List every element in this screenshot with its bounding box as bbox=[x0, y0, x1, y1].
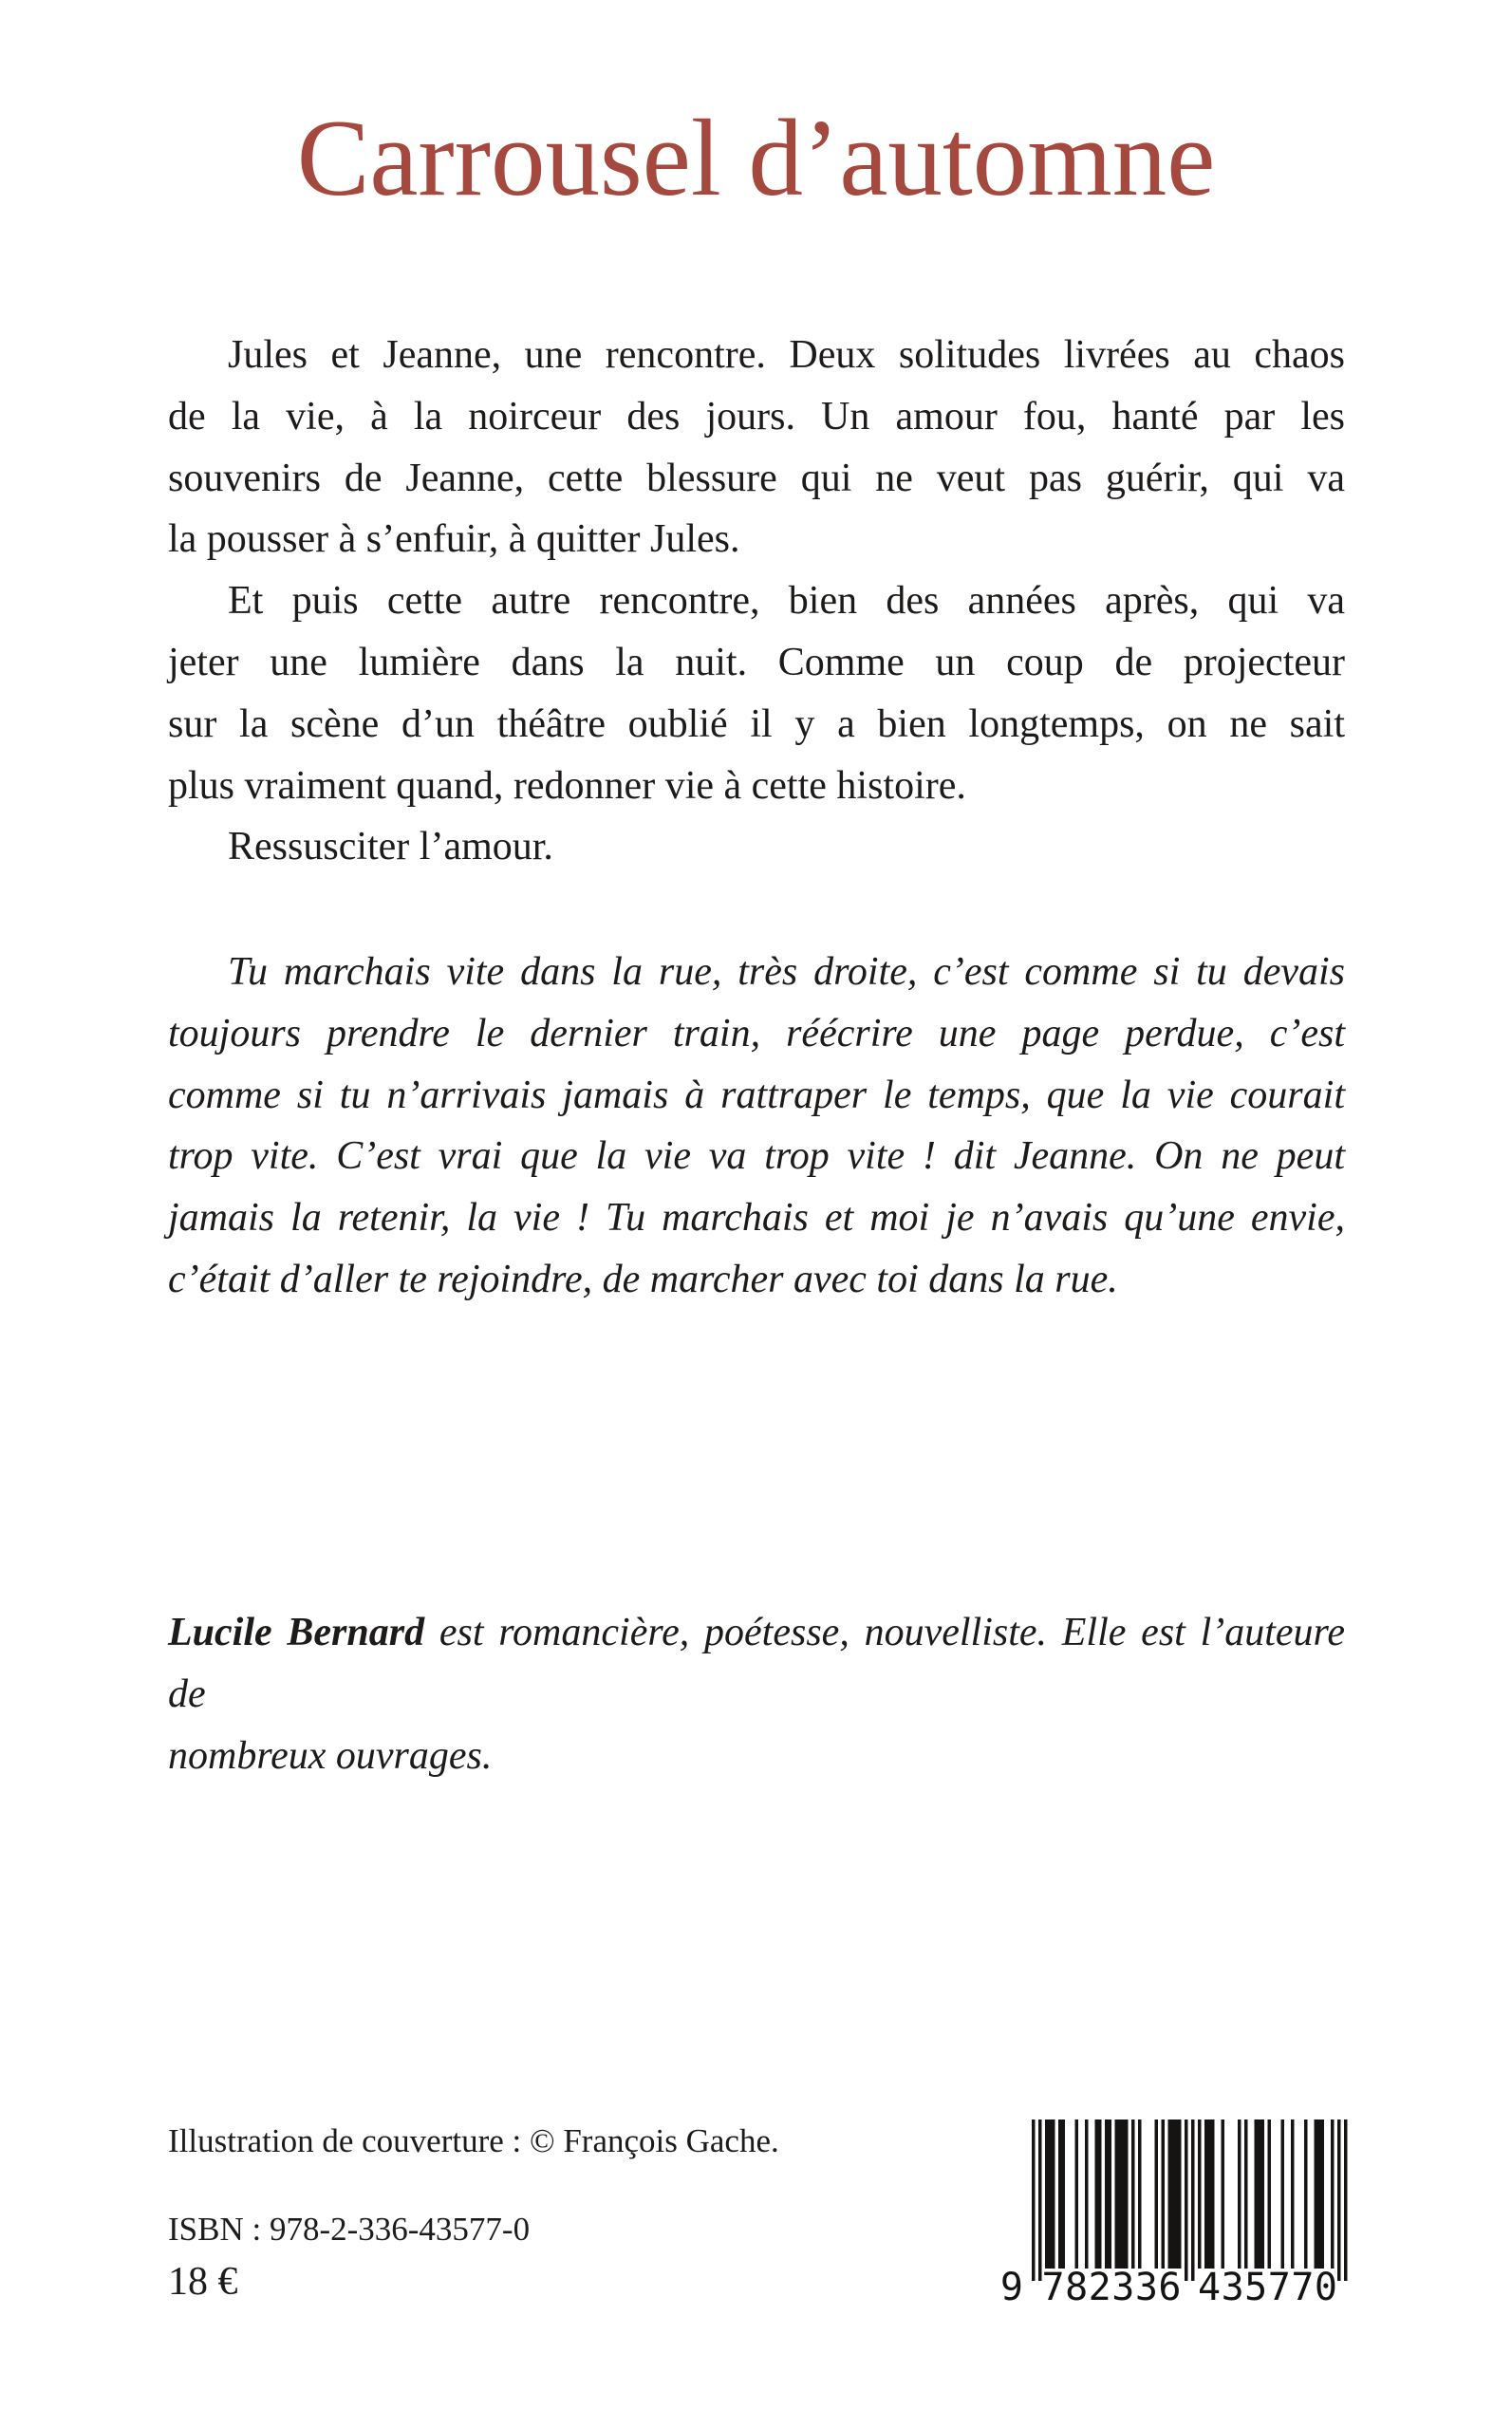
svg-text:782336: 782336 bbox=[1041, 2266, 1182, 2307]
text-line bbox=[168, 1726, 1345, 1787]
text-segment: souvenirs de Jeanne, cette blessure qui ne veut pas guérir, qui va bbox=[168, 456, 1345, 500]
text-segment: sur la scène d’un théâtre oublié il y a bien longtemps, on ne sait bbox=[168, 701, 1345, 746]
text-segment: Tu marchais vite dans la rue, très droite, c’est comme si tu devais bbox=[228, 950, 1345, 994]
text-segment: la pousser à s’enfuir, à quitter Jules. bbox=[168, 517, 740, 562]
text-segment: Ressusciter l’amour. bbox=[228, 825, 553, 869]
barcode bbox=[1002, 2120, 1355, 2307]
text-line bbox=[168, 325, 1345, 386]
text-line bbox=[168, 509, 1345, 570]
text-segment: est romancière, poétesse, nouvelliste. Elle est l’auteure de bbox=[168, 1611, 1345, 1716]
text-segment: toujours prendre le dernier train, réécrire une page perdue, c’est bbox=[168, 1011, 1345, 1055]
svg-text:435770: 435770 bbox=[1198, 2266, 1337, 2307]
text-segment: Et puis cette autre rencontre, bien des années après, qui va bbox=[228, 579, 1345, 624]
price-text: 18 € bbox=[168, 2260, 238, 2304]
excerpt-quote-block bbox=[168, 942, 1345, 1311]
svg-text:9: 9 bbox=[1002, 2266, 1023, 2307]
text-line bbox=[168, 1602, 1345, 1726]
illustration-credit: Illustration de couverture : © François Gache. bbox=[168, 2122, 779, 2159]
isbn-text: ISBN : 978-2-336-43577-0 bbox=[168, 2211, 531, 2248]
author-name: Lucile Bernard bbox=[168, 1611, 439, 1654]
text-line bbox=[168, 816, 1345, 878]
text-segment: jamais la retenir, la vie ! Tu marchais et moi je n’avais qu’une envie, bbox=[168, 1196, 1345, 1241]
text-segment: plus vraiment quand, redonner vie à cette histoire. bbox=[168, 763, 966, 808]
text-line bbox=[168, 1065, 1345, 1127]
book-title: Carrousel d’automne bbox=[296, 98, 1216, 218]
text-line bbox=[168, 570, 1345, 632]
synopsis-block bbox=[168, 325, 1345, 878]
text-segment: trop vite. C’est vrai que la vie va trop vite ! dit Jeanne. On ne peut bbox=[168, 1134, 1345, 1179]
text-line bbox=[168, 448, 1345, 510]
text-line bbox=[168, 694, 1345, 756]
text-line bbox=[168, 1187, 1345, 1249]
text-segment: comme si tu n’arrivais jamais à rattraper le temps, que la vie courait bbox=[168, 1073, 1345, 1117]
text-segment: Jules et Jeanne, une rencontre. Deux solitudes livrées au chaos bbox=[228, 333, 1345, 377]
text-line bbox=[168, 386, 1345, 448]
text-line bbox=[168, 1126, 1345, 1187]
text-line bbox=[168, 632, 1345, 694]
text-line bbox=[168, 1249, 1345, 1311]
text-segment: de la vie, à la noirceur des jours. Un amour fou, hanté par les bbox=[168, 394, 1345, 439]
text-segment: nombreux ouvrages. bbox=[168, 1733, 493, 1778]
text-line bbox=[168, 942, 1345, 1003]
author-bio-block bbox=[168, 1602, 1345, 1786]
text-line bbox=[168, 1003, 1345, 1065]
text-line bbox=[168, 756, 1345, 817]
text-segment: jeter une lumière dans la nuit. Comme un coup de projecteur bbox=[168, 640, 1345, 684]
text-segment: c’était d’aller te rejoindre, de marcher avec toi dans la rue. bbox=[168, 1257, 1118, 1301]
